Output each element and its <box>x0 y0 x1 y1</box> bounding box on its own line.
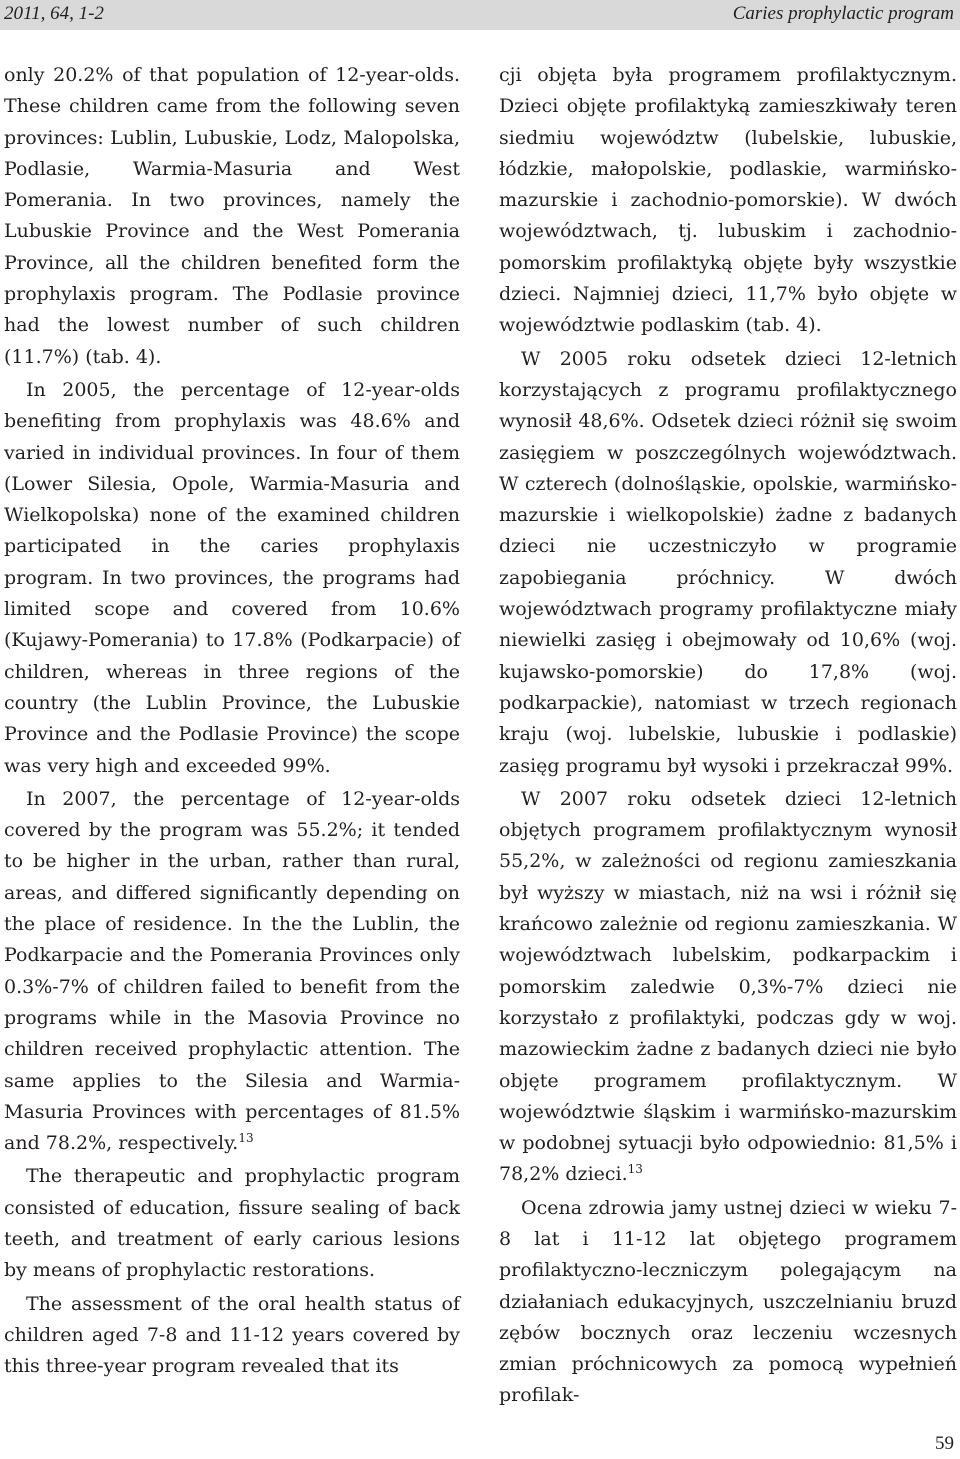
english-column <box>4 60 460 1382</box>
running-header <box>0 0 960 30</box>
pl-paragraph-4: Ocena zdrowia jamy ustnej dzieci w wieku 7-8 lat i 11-12 lat objętego programem profilaktyczno-leczniczym polegającym na działaniach edukacyjnych, uszczelnianiu bruzd zębów bocznych oraz leczeniu wczesnych zmian próchnicowych za pomocą wypełnień profilak- <box>499 1196 957 1407</box>
en-paragraph-3 <box>4 784 460 1160</box>
journal-citation: 2011, 64, 1-2 <box>4 3 104 24</box>
polish-column <box>499 60 957 1412</box>
page-number: 59 <box>935 1433 954 1454</box>
en-paragraph-1: only 20.2% of that population of 12-year-olds. These children came from the following seven provinces: Lublin, Lubuskie, Lodz, Malopolska, Podlasie, Warmia-Masuria and West Pomerania. In two provinces, namely the Lubuskie Province and the West Pomerania Province, all the children benefited form the prophylaxis program. The Podlasie province had the lowest number of such children (11.7%) (tab. 4). <box>4 64 460 368</box>
running-title: Caries prophylactic program <box>732 3 954 24</box>
en-paragraph-5: The assessment of the oral health status of children aged 7-8 and 11-12 years covered by this three-year program revealed that its <box>4 1292 460 1378</box>
en-paragraph-2: In 2005, the percentage of 12-year-olds benefiting from prophylaxis was 48.6% and varied in individual provinces. In four of them (Lower Silesia, Opole, Warmia-Masuria and Wielkopolska) none of the examined children participated in the caries prophylaxis program. In two provinces, the programs had limited scope and covered from 10.6% (Kujawy-Pomerania) to 17.8% (Podkarpacie) of children, whereas in three regions of the country (the Lublin Province, the Lubuskie Province and the Podlasie Province) the scope was very high and exceeded 99%. <box>4 378 460 777</box>
en-paragraph-4: The therapeutic and prophylactic program consisted of education, fissure sealing of back teeth, and treatment of early carious lesions by means of prophylactic restorations. <box>4 1165 460 1282</box>
pl-paragraph-1: cji objęta była programem profilaktycznym. Dzieci objęte profilaktyką zamieszkiwały teren siedmiu województw (lubelskie, lubuskie, łódzkie, małopolskie, podlaskie, warmińsko-mazurskie i zachodnio-pomorskie). W dwóch województwach, tj. lubuskim i zachodnio-pomorskim profilaktyką objęte były wszystkie dzieci. Najmniej dzieci, 11,7% było objęte w województwie podlaskim (tab. 4). <box>499 64 957 337</box>
en-paragraph-3-text: In 2007, the percentage of 12-year-olds covered by the program was 55.2%; it tended to be higher in the urban, rather than rural, areas, and differed significantly depending on the place of residence. In the the Lublin, the Podkarpacie and the Pomerania Provinces only 0.3%-7% of children failed to benefit from the programs while in the Masovia Province no children received prophylactic attention. The same applies to the Silesia and Warmia-Masuria Provinces with percentages of 81.5% and 78.2%, respectively. <box>4 787 460 1155</box>
pl-paragraph-2: W 2005 roku odsetek dzieci 12-letnich korzystających z programu profilaktycznego wynosił 48,6%. Odsetek dzieci różnił się swoim zasięgiem w poszczególnych województwach. W czterech (dolnośląskie, opolskie, warmińsko-mazurskie i wielkopolskie) żadne z badanych dzieci nie uczestniczyło w programie zapobiegania próchnicy. W dwóch województwach programy profilaktyczne miały niewielki zasięg i obejmowały od 10,6% (woj. kujawsko-pomorskie) do 17,8% (woj. podkarpackie), natomiast w trzech regionach kraju (woj. lubelskie, lubuskie i podlaskie) zasięg programu był wysoki i przekraczał 99%. <box>499 347 957 777</box>
footnote-reference: 13 <box>238 1131 254 1146</box>
footnote-reference: 13 <box>627 1162 643 1177</box>
pl-paragraph-3 <box>499 784 957 1191</box>
pl-paragraph-3-text: W 2007 roku odsetek dzieci 12-letnich objętych programem profilaktycznym wynosił 55,2%, w zależności od regionu zamieszkania był wyższy w miastach, niż na wsi i różnił się krańcowo zależnie od regionu zamieszkania. W województwach lubelskim, podkarpackim i pomorskim zaledwie 0,3%-7% dzieci nie korzystało z profilaktyki, podczas gdy w woj. mazowieckim żadne z badanych dzieci nie było objęte programem profilaktycznym. W województwie śląskim i warmińsko-mazurskim w podobnej sytuacji było odpowiednio: 81,5% i 78,2% dzieci. <box>499 787 957 1186</box>
